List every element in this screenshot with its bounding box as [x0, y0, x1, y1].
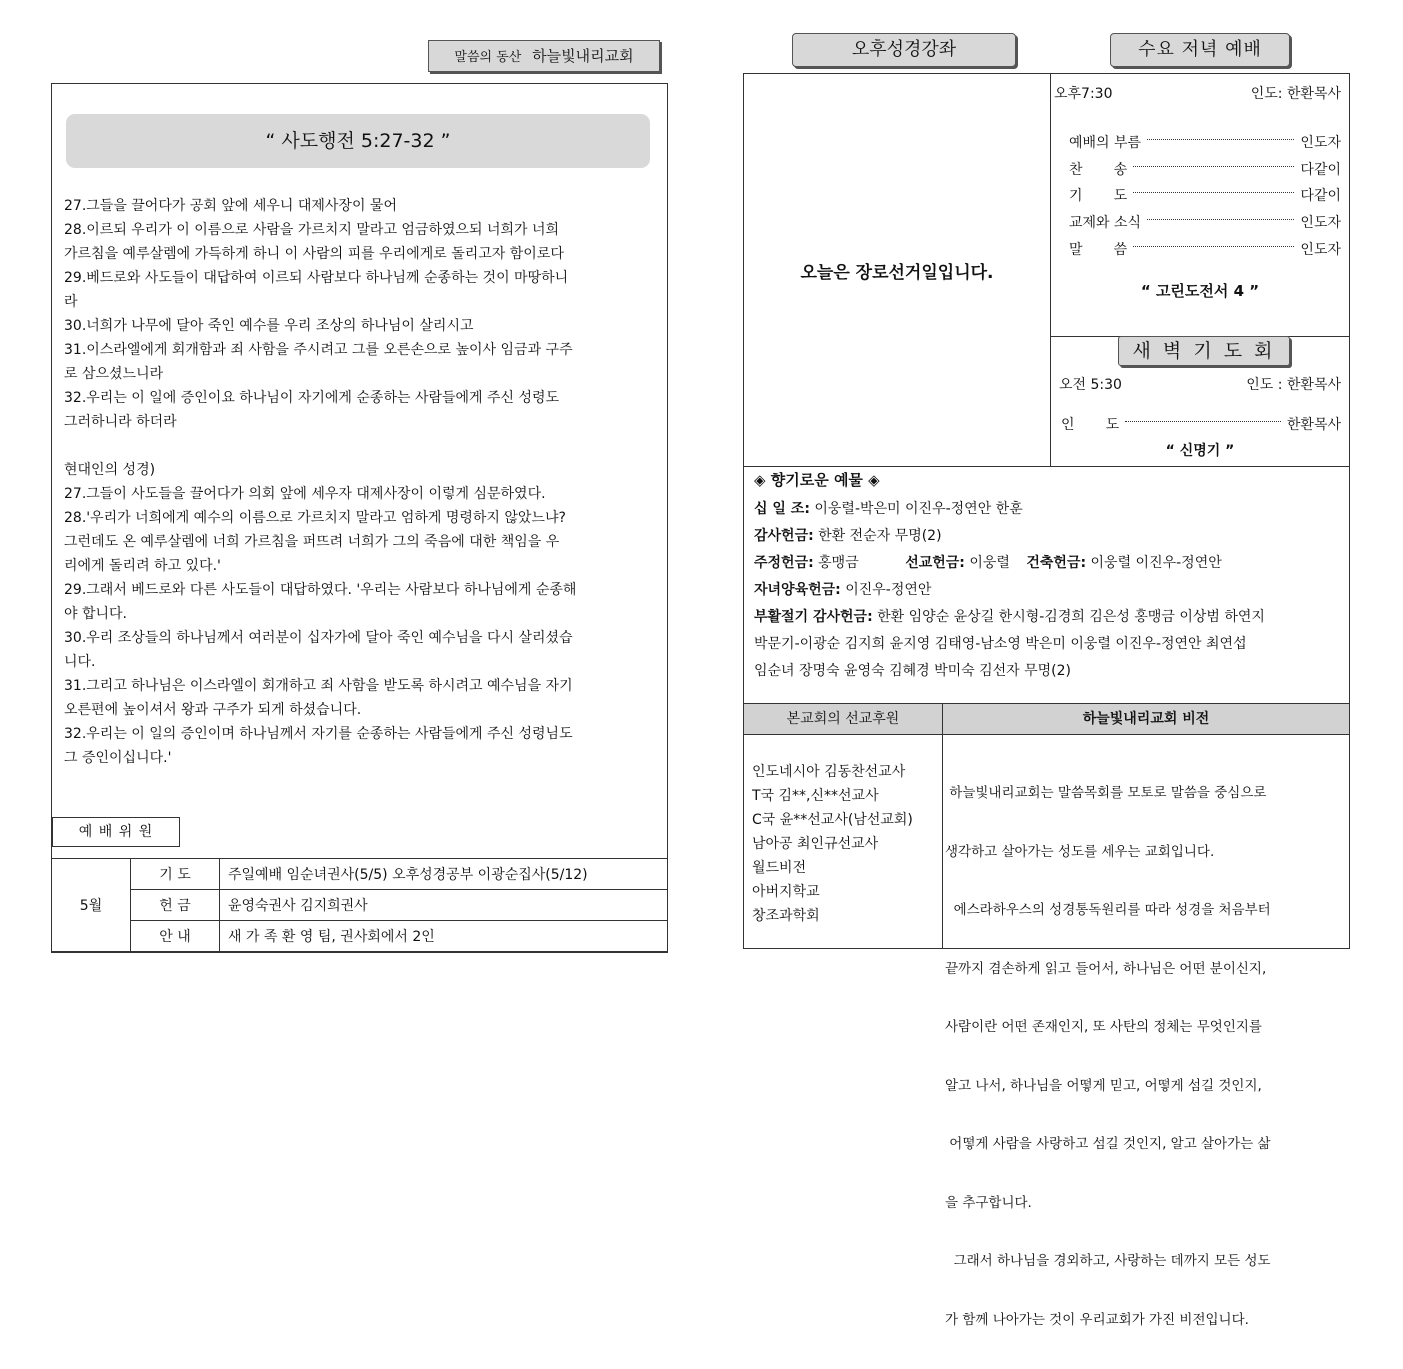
vision-line: 가 함께 나아가는 것이 우리교회가 가진 비전입니다. [945, 1311, 1249, 1328]
vision-text [945, 745, 1347, 1369]
order-item [1069, 132, 1341, 152]
offering-names: 홍맹금 [818, 555, 859, 571]
list-item: 월드비전 [752, 860, 807, 876]
table-row [52, 921, 668, 952]
dotted-leader [1133, 192, 1294, 193]
names-cell: 새 가 족 환 영 팀, 권사회에서 2인 [220, 921, 668, 952]
worship-committee-label-text: 예 배 위 원 [78, 824, 154, 840]
dotted-leader [1125, 421, 1281, 422]
vision-line: 을 추구합니다. [945, 1194, 1032, 1211]
passage-title-banner [66, 114, 650, 168]
offering-easter [754, 606, 1265, 626]
vision-line: 알고 나서, 하나님을 어떻게 믿고, 어떻게 섬길 것인지, [945, 1077, 1262, 1094]
scripture-line: 28.'우리가 너희에게 예수의 이름으로 가르치지 말라고 엄하게 명령하지 않았느냐? [64, 510, 566, 526]
offering-tithe [754, 498, 1023, 518]
order-item [1069, 159, 1341, 179]
table-row [52, 859, 668, 890]
dotted-leader [1133, 166, 1294, 167]
offering-thanks [754, 525, 942, 545]
names-cell: 주일예배 임순녀권사(5/5) 오후성경공부 이광순집사(5/12) [220, 859, 668, 890]
dawn-prayer-label: 새 벽 기 도 회 [1132, 340, 1276, 362]
offering-names: 한환 전순자 무명(2) [818, 528, 942, 544]
missions-header [744, 704, 943, 735]
missions-divider [942, 734, 943, 949]
afternoon-bible-study-tag [792, 33, 1016, 67]
church-name-tag [428, 40, 660, 72]
scripture-line: 가르침을 예루살렘에 가득하게 하니 이 사람의 피를 우리에게로 돌리고자 함이로다 [64, 246, 564, 262]
scripture-line: 32.우리는 이 일의 증인이며 하나님께서 자기를 순종하는 사람들에게 주신 성령님도 [64, 726, 573, 742]
offering-easter-line2: 박문기-이광순 김지희 윤지영 김태영-남소영 박은미 이웅렬 이진우-정연안 최연섭 [754, 636, 1247, 652]
dotted-leader [1147, 139, 1294, 140]
scripture-line: 31.그리고 하나님은 이스라엘이 회개하고 죄 사함을 받도록 하시려고 예수님을 자기 [64, 678, 573, 694]
scripture-line: 라 [64, 294, 78, 310]
scripture-line: 로 삼으셨느니라 [64, 366, 164, 382]
vision-line: 어떻게 사람을 사랑하고 섬길 것인지, 알고 살아가는 삶 [945, 1136, 1271, 1152]
vision-line: 생각하고 살아가는 성도를 세우는 교회입니다. [945, 843, 1215, 860]
dawn-leader: 인도 : 한환목사 [1246, 377, 1341, 393]
offering-label: 자녀양육헌금: [754, 582, 841, 598]
missions-list [752, 760, 913, 928]
list-item: 아버지학교 [752, 884, 820, 900]
order-item [1069, 185, 1341, 205]
dawn-order-who: 한환목사 [1286, 417, 1341, 433]
month-cell: 5월 [52, 859, 131, 952]
wednesday-sermon: “ 고린도전서 4 ” [1140, 282, 1260, 300]
bulletin-right-panel [743, 73, 1350, 1328]
scripture-line: 그러하니라 하더라 [64, 414, 177, 430]
vision-line: 끝까지 겸손하게 읽고 들어서, 하나님은 어떤 분이신지, [945, 960, 1267, 977]
wednesday-service-label: 수요 저녁 예배 [1138, 39, 1262, 60]
worship-committee-table [51, 858, 668, 952]
scripture-panel [51, 83, 668, 953]
dawn-text: “ 신명기 ” [1165, 443, 1235, 459]
wednesday-leader: 인도: 한환목사 [1250, 86, 1341, 102]
vision-header-text: 하늘빛내리교회 비전 [1082, 711, 1210, 727]
scripture-line: 리에게 돌리려 하고 있다.' [64, 558, 221, 574]
scripture-line: 현대인의 성경) [64, 462, 156, 478]
scripture-line: 29.베드로와 사도들이 대답하여 이르되 사람보다 하나님께 순종하는 것이 마땅하니 [64, 270, 569, 286]
order-item-label: 말 씀 [1069, 242, 1128, 258]
scripture-line: 31.이스라엘에게 회개함과 죄 사함을 주시려고 그를 오른손으로 높이사 임금과 구주 [64, 342, 573, 358]
scripture-line: 오른편에 높이셔서 왕과 구주가 되게 하셨습니다. [64, 702, 362, 718]
scripture-line: 32.우리는 이 일에 증인이요 하나님이 자기에게 순종하는 사람들에게 주신 성령도 [64, 390, 560, 406]
passage-title: “ 사도행전 5:27-32 ” [265, 130, 451, 152]
list-item: C국 윤**선교사(남선교회) [752, 812, 913, 828]
offering-weekly-mission-building [754, 552, 1222, 572]
order-item-who: 인도자 [1300, 242, 1341, 258]
vision-header [943, 704, 1349, 735]
afternoon-bible-study-label: 오후성경강좌 [851, 39, 957, 60]
church-name: 하늘빛내리교회 [532, 47, 634, 65]
offerings-section [744, 466, 1349, 703]
vision-line: 사람이란 어떤 존재인지, 또 사탄의 정체는 무엇인지를 [945, 1019, 1262, 1035]
dotted-leader [1147, 219, 1294, 220]
wednesday-service-tag [1110, 33, 1290, 67]
wednesday-service-section [1051, 74, 1349, 337]
offering-names: 이진우-정연안 [845, 582, 932, 598]
dawn-order-item [1061, 414, 1341, 434]
offering-names: 이웅렬 이진우-정연안 [1090, 555, 1222, 571]
offering-names: 한환 임양순 윤상길 한시형-김경희 김은성 홍맹금 이상범 하연지 [877, 609, 1265, 625]
scripture-line: 야 합니다. [64, 606, 127, 622]
offering-label: 감사헌금: [754, 528, 814, 544]
list-item: 창조과학회 [752, 908, 820, 924]
order-item-who: 인도자 [1300, 135, 1341, 151]
offering-names: 이웅렬-박은미 이진우-정연안 한훈 [814, 501, 1023, 517]
scripture-line: 그런데도 온 예루살렘에 너희 가르침을 퍼뜨려 너희가 그의 죽음에 대한 책임을 우 [64, 534, 560, 550]
vision-line: 에스라하우스의 성경통독원리를 따라 성경을 처음부터 [945, 902, 1271, 918]
scripture-line: 28.이르되 우리가 이 이름으로 사람을 가르치지 말라고 엄금하였으되 너희가 너희 [64, 222, 560, 238]
order-item-label: 예배의 부름 [1069, 135, 1142, 151]
role-cell: 안 내 [131, 921, 220, 952]
offering-easter-line3: 임순녀 장명숙 윤영숙 김혜경 박미숙 김선자 무명(2) [754, 663, 1072, 679]
offering-label: 십 일 조: [754, 501, 810, 517]
offerings-heading: ◈ 향기로운 예물 ◈ [754, 471, 880, 489]
scripture-line: 29.그래서 베드로와 다른 사도들이 대답하였다. '우리는 사람보다 하나님에게 순종해 [64, 582, 577, 598]
dotted-leader [1133, 246, 1294, 247]
wednesday-time: 오후7:30 [1054, 86, 1113, 102]
order-item-label: 찬 송 [1069, 162, 1128, 178]
scripture-line: 27.그들을 끌어다가 공회 앞에 세우니 대제사장이 물어 [64, 198, 397, 214]
role-cell: 기 도 [131, 859, 220, 890]
missions-header-text: 본교회의 선교후원 [786, 711, 900, 727]
offering-label: 건축헌금: [1026, 555, 1087, 571]
offering-label: 부활절기 감사헌금: [754, 609, 873, 625]
dawn-time: 오전 5:30 [1059, 377, 1122, 393]
offering-label: 선교헌금: [905, 555, 965, 571]
scripture-text [52, 194, 667, 784]
vision-line: 하늘빛내리교회는 말씀목회를 모토로 말씀을 중심으로 [945, 785, 1267, 801]
list-item: 인도네시아 김동찬선교사 [752, 764, 906, 780]
offering-names: 이웅렬 [969, 555, 1010, 571]
names-cell: 윤영숙권사 김지희권사 [220, 890, 668, 921]
role-cell: 헌 금 [131, 890, 220, 921]
announcement-text: 오늘은 장로선거일입니다. [800, 262, 994, 283]
church-motto: 말씀의 동산 [454, 50, 522, 65]
vision-line: 그래서 하나님을 경외하고, 사랑하는 데까지 모든 성도 [945, 1253, 1271, 1269]
scripture-line: 니다. [64, 654, 96, 670]
list-item: 남아공 최인규선교사 [752, 836, 879, 852]
missions-vision-table [744, 703, 1349, 1328]
dawn-prayer-section [1051, 336, 1349, 466]
order-item-who: 다같이 [1300, 188, 1341, 204]
scripture-line: 30.우리 조상들의 하나님께서 여러분이 십자가에 달아 죽인 예수님을 다시 살리셨습 [64, 630, 573, 646]
order-item-label: 기 도 [1069, 188, 1128, 204]
order-item [1069, 239, 1341, 259]
order-item-label: 교제와 소식 [1069, 215, 1142, 231]
table-row [52, 890, 668, 921]
announcement-cell [744, 74, 1051, 466]
order-item [1069, 212, 1341, 232]
dawn-order-label: 인 도 [1061, 417, 1120, 433]
order-item-who: 다같이 [1300, 162, 1341, 178]
worship-committee-label [52, 817, 180, 847]
offering-children [754, 579, 931, 599]
scripture-line: 27.그들이 사도들을 끌어다가 의회 앞에 세우자 대제사장이 이렇게 심문하였다. [64, 486, 546, 502]
scripture-line: 그 증인이십니다.' [64, 750, 172, 766]
order-item-who: 인도자 [1300, 215, 1341, 231]
offering-label: 주정헌금: [754, 555, 814, 571]
list-item: T국 김**,신**선교사 [752, 788, 879, 804]
scripture-line: 30.너희가 나무에 달아 죽인 예수를 우리 조상의 하나님이 살리시고 [64, 318, 474, 334]
